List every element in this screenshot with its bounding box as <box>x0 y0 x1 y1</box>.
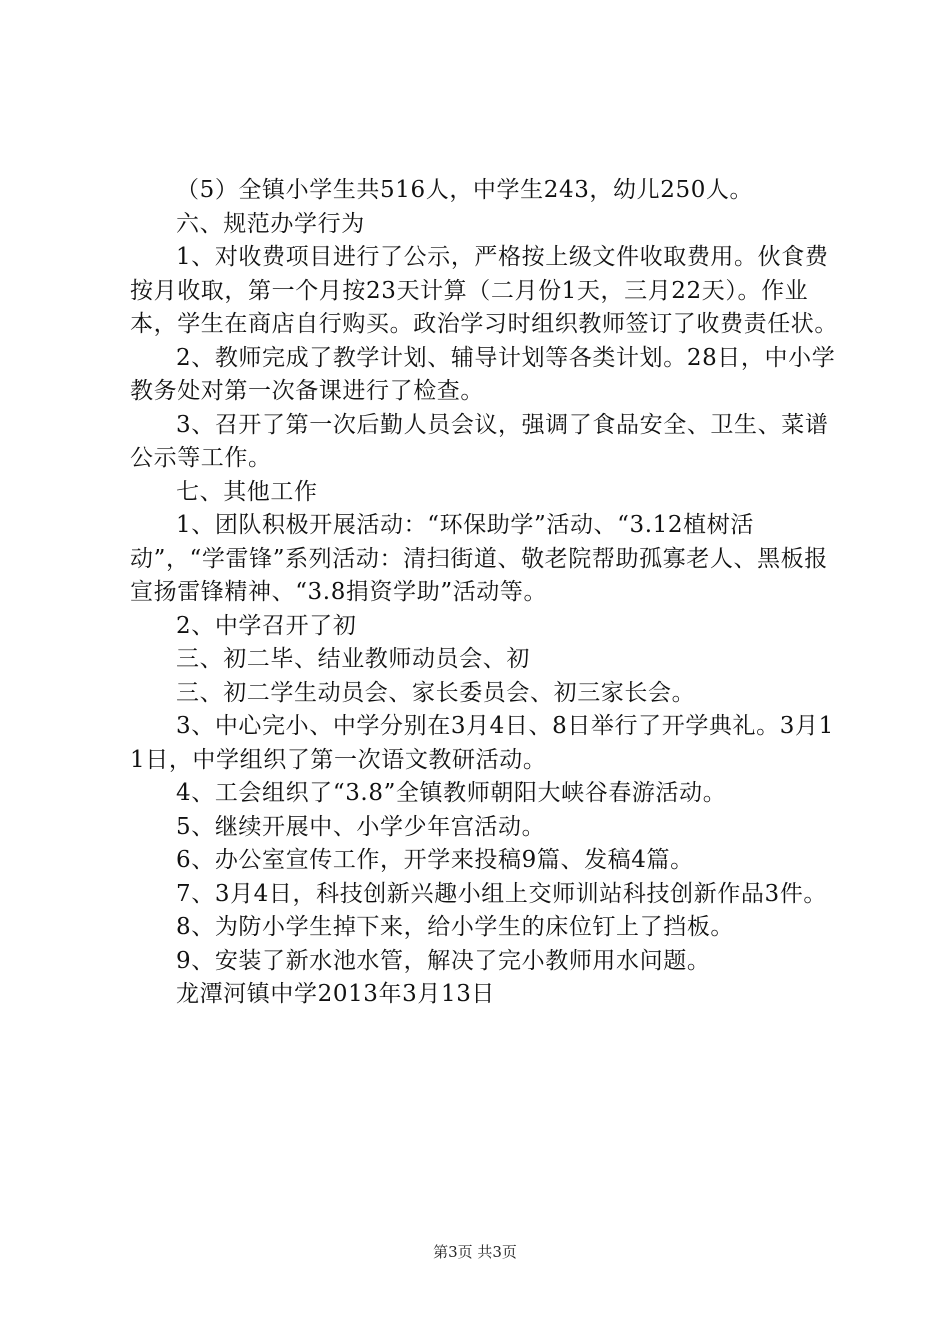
paragraph-publicity-work: 6、办公室宣传工作，开学来投稿9篇、发稿4篇。 <box>176 847 694 873</box>
paragraph-bed-guards: 8、为防小学生掉下来，给小学生的床位钉上了挡板。 <box>176 914 735 940</box>
paragraph-logistics-meeting: 3、召开了第一次后勤人员会议，强调了食品安全、卫生、菜谱公示等工作。 <box>130 411 829 471</box>
heading-standardize-school-operation: 六、规范办学行为 <box>176 210 365 237</box>
paragraph-opening-ceremony: 3、中心完小、中学分别在3月4日、8日举行了开学典礼。3月11日，中学组织了第一次语文教研活动。 <box>130 713 834 773</box>
document-body <box>130 174 842 1012</box>
paragraph-fee-disclosure: 1、对收费项目进行了公示，严格按上级文件收取费用。伙食费按月收取，第一个月按23天计算（二月份1天，三月22天）。作业本，学生在商店自行购买。政治学习时组织教师签订了收费责任状。 <box>130 244 838 337</box>
heading-other-work: 七、其他工作 <box>176 478 318 505</box>
paragraph-youth-palace: 5、继续开展中、小学少年宫活动。 <box>176 813 546 840</box>
signature-date-line: 龙潭河镇中学2013年3月13日 <box>176 981 496 1007</box>
paragraph-tech-innovation: 7、3月4日，科技创新兴趣小组上交师训站科技创新作品3件。 <box>176 880 827 907</box>
paragraph-teaching-plans: 2、教师完成了教学计划、辅导计划等各类计划。28日，中小学教务处对第一次备课进行了检查。 <box>130 344 836 404</box>
paragraph-spring-outing: 4、工会组织了“3.8”全镇教师朝阳大峡谷春游活动。 <box>176 780 727 806</box>
paragraph-middle-school-meeting: 2、中学召开了初 <box>176 612 357 639</box>
paragraph-student-counts: （5）全镇小学生共516人，中学生243，幼儿250人。 <box>176 177 754 203</box>
paragraph-parent-meetings: 三、初二学生动员会、家长委员会、初三家长会。 <box>176 679 696 706</box>
paragraph-team-activities: 1、团队积极开展活动：“环保助学”活动、“3.12植树活动”，“学雷锋”系列活动：清扫街道、敬老院帮助孤寡老人、黑板报宣扬雷锋精神、“3.8捐资学助”活动等。 <box>130 512 828 605</box>
paragraph-water-pipes: 9、安装了新水池水管，解决了完小教师用水问题。 <box>176 947 711 974</box>
page-number-footer: 第3页 共3页 <box>433 1243 517 1261</box>
paragraph-graduation-mobilization: 三、初二毕、结业教师动员会、初 <box>176 646 530 672</box>
